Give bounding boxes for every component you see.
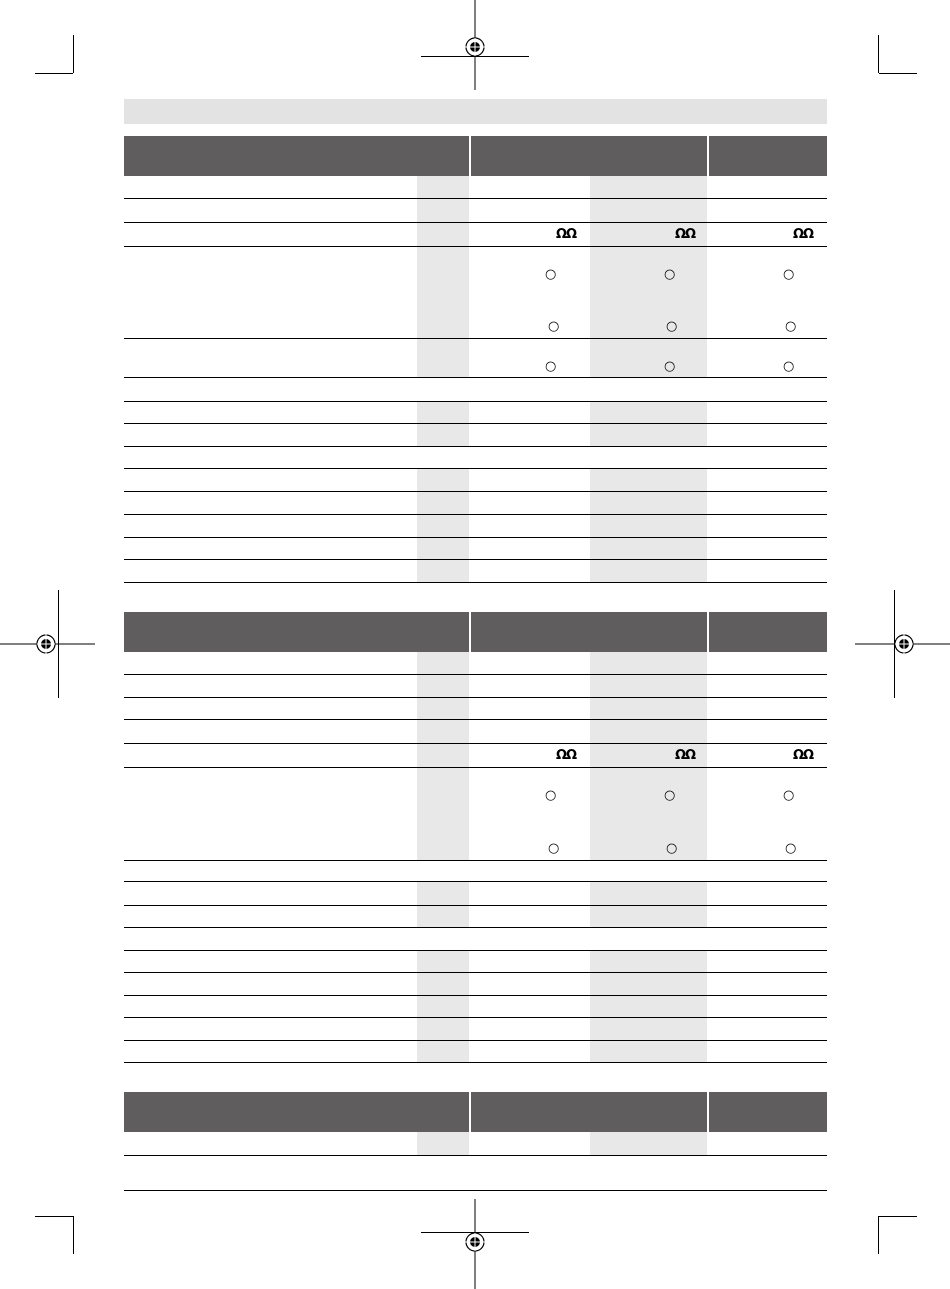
circle-icon: ○ xyxy=(664,359,676,374)
spec-table-3 xyxy=(124,1092,827,1191)
table-row xyxy=(124,402,827,424)
header-cell-label xyxy=(124,612,469,652)
circle-icon: ○ xyxy=(545,359,557,374)
table-row xyxy=(124,424,827,447)
table-row xyxy=(124,861,827,882)
table-row xyxy=(124,928,827,951)
registration-mark-icon xyxy=(0,624,95,664)
header-cell-model-b xyxy=(709,1092,827,1132)
crop-mark xyxy=(878,35,879,73)
crop-mark xyxy=(73,1216,74,1254)
table-row xyxy=(124,469,827,492)
circle-icon: ○ xyxy=(548,319,560,334)
circle-icon: ○ xyxy=(783,359,795,374)
table-row xyxy=(124,339,827,378)
circle-icon: ○ xyxy=(666,319,678,334)
header-cell-label xyxy=(124,1092,469,1132)
table-row xyxy=(124,447,827,469)
spec-table-2 xyxy=(124,612,827,1063)
table-row xyxy=(124,378,827,402)
table-row xyxy=(124,951,827,973)
table-row xyxy=(124,973,827,996)
rotation-icon: ΩΩ xyxy=(793,227,814,242)
circle-icon: ○ xyxy=(545,267,557,282)
crop-mark xyxy=(879,1216,917,1217)
table-header xyxy=(124,612,827,652)
crop-mark xyxy=(879,73,917,74)
table-row xyxy=(124,1041,827,1063)
table-row xyxy=(124,720,827,744)
registration-mark-icon xyxy=(455,0,495,90)
circle-icon: ○ xyxy=(783,267,795,282)
table-row xyxy=(124,199,827,223)
table-row xyxy=(124,1132,827,1156)
rotation-icon: ΩΩ xyxy=(675,227,696,242)
spec-table-1 xyxy=(124,136,827,583)
table-row xyxy=(124,744,827,768)
rotation-icon: ΩΩ xyxy=(675,748,696,763)
table-row xyxy=(124,515,827,538)
header-cell-models-a xyxy=(471,1092,707,1132)
circle-icon: ○ xyxy=(785,319,797,334)
registration-mark-icon xyxy=(455,1199,495,1289)
table-header xyxy=(124,1092,827,1132)
table-row xyxy=(124,1156,827,1191)
table-row xyxy=(124,652,827,675)
header-cell-models-a xyxy=(471,612,707,652)
header-cell-model-b xyxy=(709,612,827,652)
crop-mark xyxy=(35,73,73,74)
table-row xyxy=(124,176,827,199)
page-header-band xyxy=(124,99,827,124)
table-row xyxy=(124,247,827,339)
table-row xyxy=(124,223,827,247)
circle-icon: ○ xyxy=(545,788,557,803)
table-row xyxy=(124,698,827,720)
table-row xyxy=(124,538,827,560)
circle-icon: ○ xyxy=(666,841,678,856)
crop-mark xyxy=(35,1216,73,1217)
crop-mark xyxy=(878,1216,879,1254)
table-row xyxy=(124,492,827,515)
table-row xyxy=(124,675,827,698)
circle-icon: ○ xyxy=(664,267,676,282)
registration-mark-icon xyxy=(855,624,950,664)
circle-icon: ○ xyxy=(664,788,676,803)
header-cell-label xyxy=(124,136,469,176)
rotation-icon: ΩΩ xyxy=(556,227,577,242)
circle-icon: ○ xyxy=(783,788,795,803)
table-row xyxy=(124,768,827,861)
rotation-icon: ΩΩ xyxy=(556,748,577,763)
table-row xyxy=(124,906,827,928)
circle-icon: ○ xyxy=(548,841,560,856)
table-row xyxy=(124,1018,827,1041)
table-row xyxy=(124,560,827,583)
table-row xyxy=(124,996,827,1018)
table-header xyxy=(124,136,827,176)
table-row xyxy=(124,882,827,906)
header-cell-model-b xyxy=(709,136,827,176)
crop-mark xyxy=(73,35,74,73)
rotation-icon: ΩΩ xyxy=(793,748,814,763)
circle-icon: ○ xyxy=(785,841,797,856)
header-cell-models-a xyxy=(471,136,707,176)
